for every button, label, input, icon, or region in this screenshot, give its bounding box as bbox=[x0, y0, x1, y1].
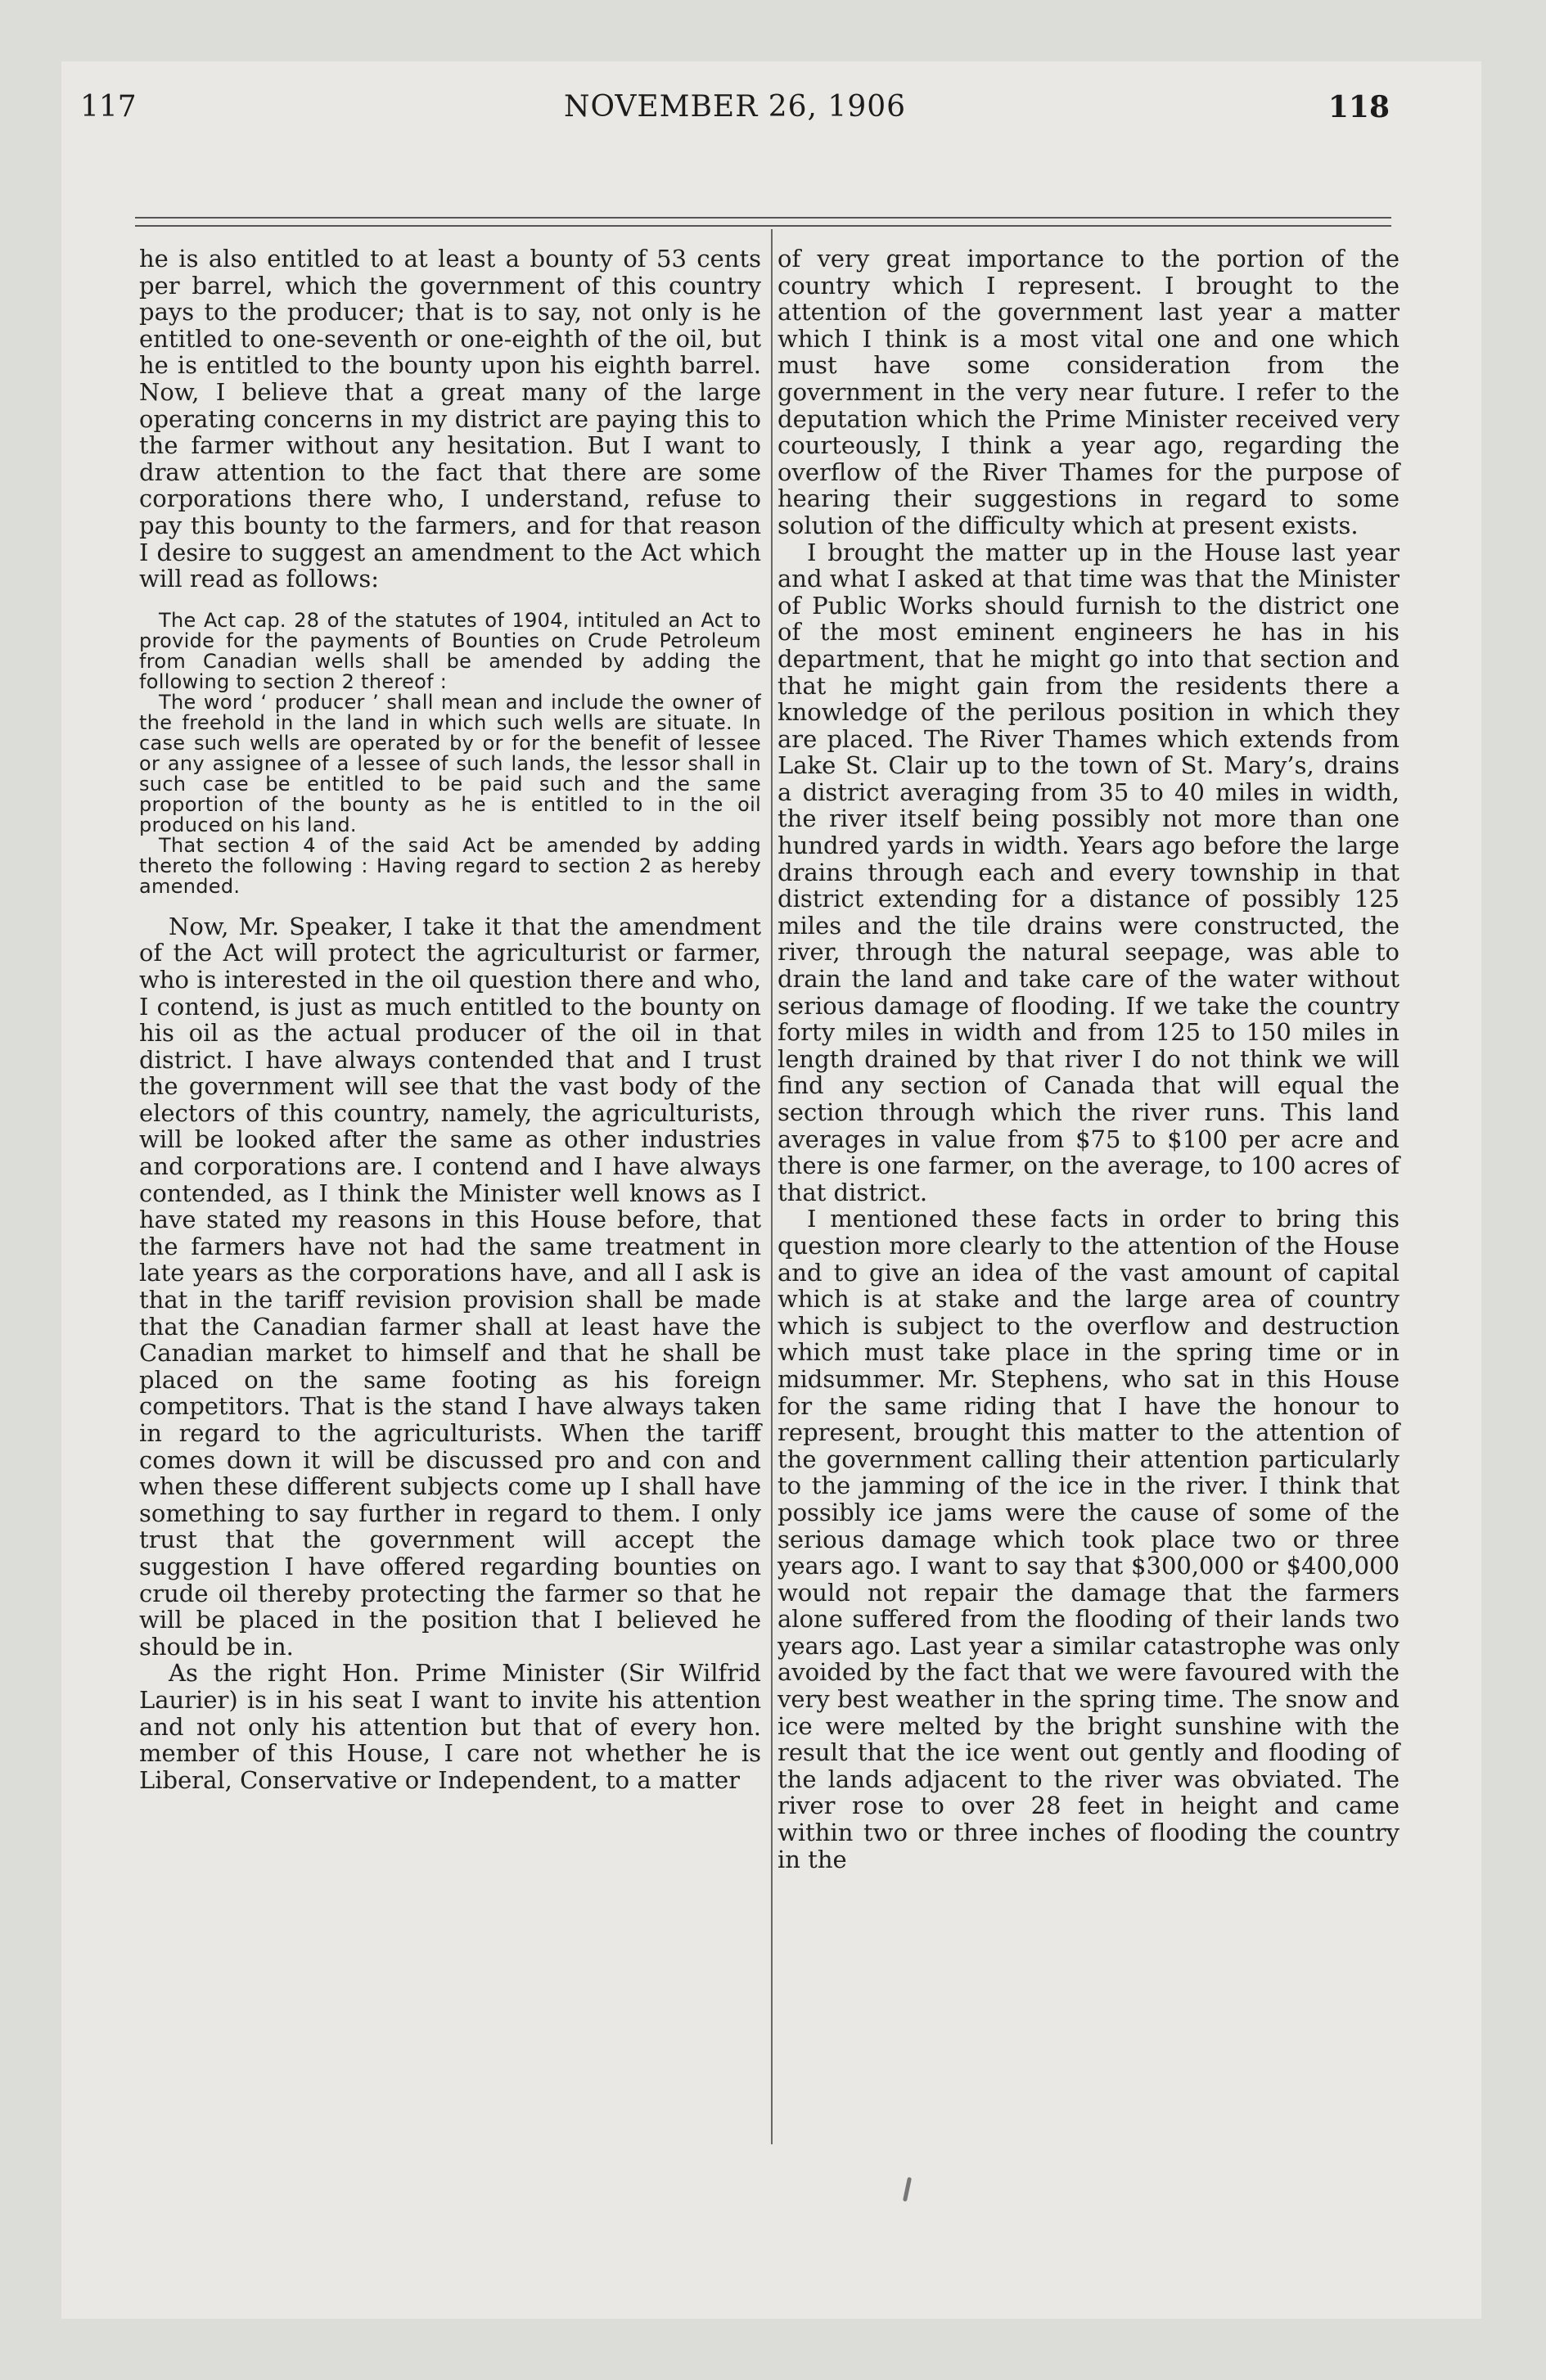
amendment-quote bbox=[139, 608, 761, 898]
paragraph: Now, Mr. Speaker, I take it that the amendment of the Act will protect the agriculturist or farmer, who is interested in the oil question there and who, I contend, is just as much entitled to the bounty on his oil as the actual producer of the oil in that district. I have always contended that and I trust the government will see that the vast body of the electors of this country, namely, the agriculturists, will be looked after the same as other industries and corporations are. I contend and I have always contended, as I think the Minister well knows as I have stated my reasons in this House before, that the farmers have not had the same treatment in late years as the corporations have, and all I ask is that in the tariff revision provision shall be made that the Canadian farmer shall at least have the Canadian market to himself and that he shall be placed on the same footing as his foreign competitors. That is the stand I have always taken in regard to the agriculturists. When the tariff comes down it will be discussed pro and con and when these different subjects come up I shall have something to say further in regard to them. I only trust that the government will accept the suggestion I have offered regarding bounties on crude oil thereby protecting the farmer so that he will be placed in the position that I believed he should be in. bbox=[139, 912, 761, 1661]
page-date-title: NOVEMBER 26, 1906 bbox=[563, 90, 907, 124]
right-column bbox=[778, 246, 1400, 1873]
page-number-right: 118 bbox=[1327, 90, 1390, 124]
quote-paragraph: That section 4 of the said Act be amended by adding thereto the following : Having regard to section 2 as hereby amended. bbox=[139, 833, 761, 898]
paragraph: of very great importance to the portion of the country which I represent. I brought to the attention of the government last year a matter which I think is a most vital one and one which must have some consideration from the government in the very near future. I refer to the deputation which the Prime Minister received very courteously, I think a year ago, regarding the overflow of the River Thames for the purpose of hearing their suggestions in regard to some solution of the difficulty which at present exists. bbox=[778, 245, 1400, 539]
page-header bbox=[80, 90, 1390, 131]
quote-paragraph: The Act cap. 28 of the statutes of 1904, intituled an Act to provide for the payments of Bounties on Crude Petroleum from Canadian wells shall be amended by adding the following to section 2 thereof : bbox=[139, 608, 761, 693]
page-number-left: 117 bbox=[80, 90, 137, 124]
header-rule-bottom bbox=[135, 225, 1391, 227]
paragraph: I brought the matter up in the House last year and what I asked at that time was that the Minister of Public Works should furnish to the district one of the most eminent engineers he has in his department, that he might go into that section and that he might gain from the residents there a knowledge of the perilous position in which they are placed. The River Thames which extends from Lake St. Clair up to the town of St. Mary’s, drains a district averaging from 35 to 40 miles in width, the river itself being possibly not more than one hundred yards in width. Years ago before the large drains through each and every township in that district extending for a distance of possibly 125 miles and the tile drains were constructed, the river, through the natural seepage, was able to drain the land and take care of the water without serious damage of flooding. If we take the country forty miles in width and from 125 to 150 miles in length drained by that river I do not think we will find any section of Canada that will equal the section through which the river runs. This land averages in value from $75 to $100 per acre and there is one farmer, on the average, to 100 acres of that district. bbox=[778, 538, 1400, 1206]
column-divider bbox=[771, 229, 773, 2144]
header-rule-top bbox=[135, 217, 1391, 219]
paragraph: he is also entitled to at least a bounty of 53 cents per barrel, which the government of this country pays to the producer; that is to say, not only is he entitled to one-seventh or one-eighth of the oil, but he is entitled to the bounty upon his eighth barrel. Now, I believe that a great many of the large operating concerns in my district are paying this to the farmer without any hesitation. But I want to draw attention to the fact that there are some corporations there who, I understand, refuse to pay this bounty to the farmers, and for that reason I desire to suggest an amendment to the Act which will read as follows: bbox=[139, 245, 761, 593]
left-column bbox=[139, 246, 761, 1793]
paragraph: As the right Hon. Prime Minister (Sir Wilfrid Laurier) is in his seat I want to invite his attention and not only his attention but that of every hon. member of this House, I care not whether he is Liberal, Conservative or Independent, to a matter bbox=[139, 1659, 761, 1794]
quote-paragraph: The word ‘ producer ’ shall mean and include the owner of the freehold in the land in which such wells are situate. In case such wells are operated by or for the benefit of lessee or any assignee of a lessee of such lands, the lessor shall in such case be entitled to be paid such and the same proportion of the bounty as he is entitled to in the oil produced on his land. bbox=[139, 690, 761, 836]
paragraph: I mentioned these facts in order to bring this question more clearly to the attention of the House and to give an idea of the vast amount of capital which is at stake and the large area of country which is subject to the overflow and destruction which must take place in the spring time or in midsummer. Mr. Stephens, who sat in this House for the same riding that I have the honour to represent, brought this matter to the attention of the government calling their attention particularly to the jamming of the ice in the river. I think that possibly ice jams were the cause of some of the serious damage which took place two or three years ago. I want to say that $300,000 or $400,000 would not repair the damage that the farmers alone suffered from the flooding of their lands two years ago. Last year a similar catastrophe was only avoided by the fact that we were favoured with the very best weather in the spring time. The snow and ice were melted by the bright sunshine with the result that the ice went out gently and flooding of the lands adjacent to the river was obviated. The river rose to over 28 feet in height and came within two or three inches of flooding the country in the bbox=[778, 1205, 1400, 1873]
